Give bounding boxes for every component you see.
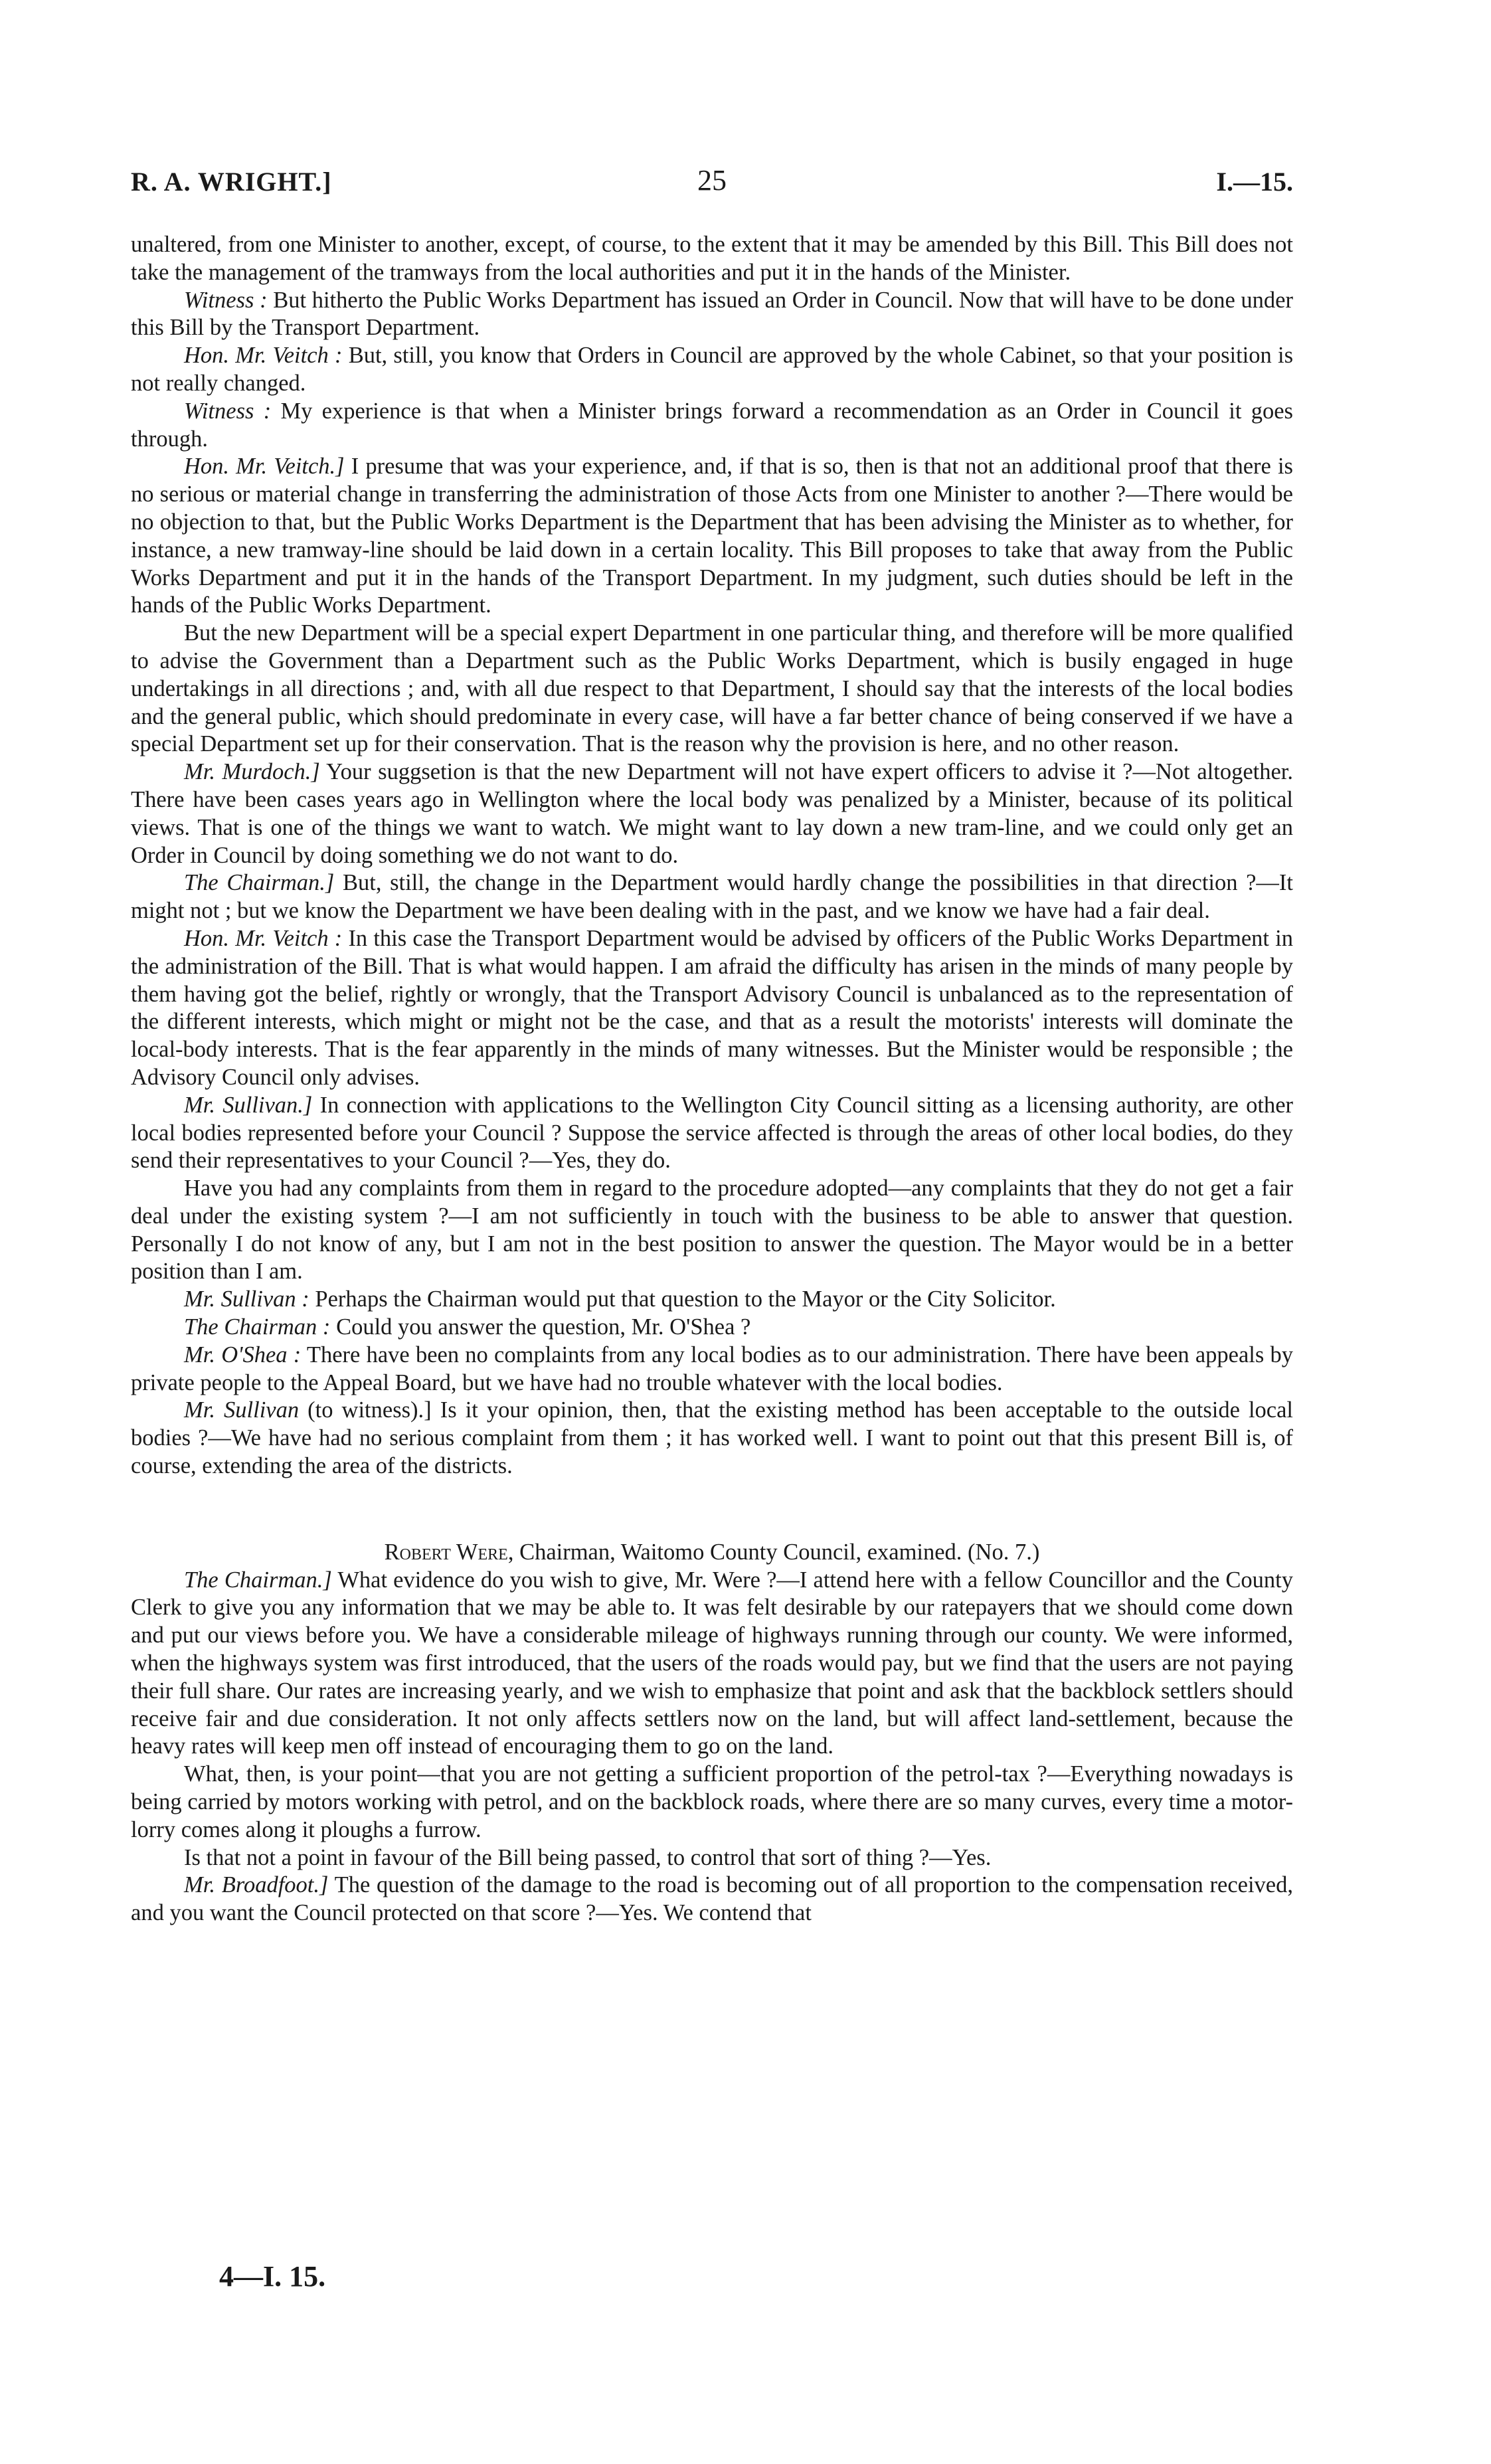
paragraph-text: My experience is that when a Minister brings forward a recommendation as an Order in Council it goes through. <box>131 398 1293 452</box>
paragraph-text: unaltered, from one Minister to another, except, of course, to the extent that it may be amended by this Bill. This Bill does not take the management of the tramways from the local authorities and put it in the hands of the Minister. <box>131 232 1293 285</box>
paragraph <box>131 1397 1293 1480</box>
paragraph <box>131 1872 1293 1927</box>
paragraph-text: In connection with applications to the Wellington City Council sitting as a licensing authority, are other local bodies represented before your Council ? Suppose the service affected is through the areas of other local bodies, do they send their representatives to your Council ?—Yes, they do. <box>131 1092 1293 1174</box>
speaker-label: The Chairman.] <box>184 870 335 896</box>
paragraph <box>131 1342 1293 1397</box>
paragraph-text: But, still, the change in the Department would hardly change the possibilities in that direction ?—It might not ; but we know the Department we have been dealing with in the past, and we know we have had a fair deal. <box>131 870 1293 924</box>
paragraph <box>131 1844 1293 1872</box>
header-left: R. A. WRIGHT.] <box>131 167 332 197</box>
testimony-part-2 <box>131 1567 1293 1927</box>
paragraph-text: Your suggsetion is that the new Department will not have expert officers to advise it ?—Not altogether. There have been cases years ago in Wellington where the local body was penalized by a Minister, because of its political views. That is one of the things we want to watch. We might want to lay down a new tram-line, and we could only get an Order in Council by doing something we do not want to do. <box>131 759 1293 868</box>
paragraph <box>131 398 1293 454</box>
paragraph-text: There have been no complaints from any local bodies as to our administration. There have been appeals by private people to the Appeal Board, but we have had no trouble whatever with the local bodies. <box>131 1342 1294 1395</box>
speaker-label: The Chairman.] <box>184 1567 332 1593</box>
paragraph <box>131 1567 1293 1761</box>
paragraph <box>131 1092 1293 1175</box>
running-header <box>131 166 1293 206</box>
paragraph <box>131 869 1293 925</box>
testimony-part-1 <box>131 231 1293 1480</box>
speaker-label: Hon. Mr. Veitch.] <box>184 454 345 480</box>
paragraph <box>131 453 1293 620</box>
speaker-label: Witness : <box>184 398 272 424</box>
paragraph <box>131 1314 1293 1342</box>
paragraph-text: What, then, is your point—that you are not getting a sufficient proportion of the petrol-tax ?—Everything nowadays is being carried by motors working with petrol, and on the backblock roads, where there are so many curves, every time a motor-lorry comes along it ploughs a furrow. <box>131 1761 1293 1842</box>
paragraph-text: The question of the damage to the road is becoming out of all proportion to the compensation received, and you want the Council protected on that score ?—Yes. We contend that <box>131 1872 1293 1926</box>
paragraph-text: Is that not a point in favour of the Bill being passed, to control that sort of thing ?—Yes. <box>184 1844 992 1870</box>
paragraph <box>131 925 1293 1092</box>
speaker-label: Mr. Murdoch.] <box>184 759 320 785</box>
header-right: I.—15. <box>1216 167 1293 197</box>
speaker-label: The Chairman : <box>184 1314 331 1340</box>
paragraph-text: Perhaps the Chairman would put that question to the Mayor or the City Solicitor. <box>309 1286 1056 1312</box>
speaker-label: Hon. Mr. Veitch : <box>184 343 343 369</box>
paragraph <box>131 231 1293 287</box>
speaker-label: Mr. Sullivan.] <box>184 1092 313 1118</box>
paragraph-text: Have you had any complaints from them in regard to the procedure adopted—any complaints that they do not get a fair deal under the existing system ?—I am not sufficiently in touch with the business to be able to answer that question. Personally I do not know of any, but I am not in the best position to answer the question. The Mayor would be in a better position than I am. <box>131 1176 1293 1284</box>
paragraph-text: Could you answer the question, Mr. O'Shea ? <box>330 1314 751 1340</box>
paragraph-text: I presume that was your experience, and, if that is so, then is that not an additional proof that there is no serious or material change in transferring the administration of those Acts from one Minister to another ?—There would be no objection to that, but the Public Works Department is the Department that has been advising the Minister as to whether, for instance, a new tramway-line should be laid down in a certain locality. This Bill proposes to take that away from the Public Works Department and put it in the hands of the Transport Department. In my judgment, such duties should be left in the hands of the Public Works Department. <box>131 454 1293 618</box>
paragraph <box>131 287 1293 343</box>
paragraph <box>131 620 1293 758</box>
page-number: 25 <box>697 164 727 197</box>
speaker-label: Hon. Mr. Veitch : <box>184 925 343 951</box>
speaker-label: Witness : <box>184 287 268 313</box>
speaker-label: Mr. Broadfoot.] <box>184 1872 329 1898</box>
speaker-label: Mr. Sullivan <box>184 1397 300 1423</box>
paragraph-text: (to witness).] Is it your opinion, then, that the existing method has been acceptable to the outside local bodies ?—We have had no serious complaint from them ; it has worked well. I want to point out that this present Bill is, of course, extending the area of the districts. <box>131 1397 1293 1479</box>
paragraph-text: What evidence do you wish to give, Mr. Were ?—I attend here with a fellow Councillor and the County Clerk to give you any information that we may be able to. It was felt desirable by our ratepayers that we should come down and put our views before you. We have a considerable mileage of highways running through our county. We were informed, when the highways system was first introduced, that the users of the roads would pay, but we find that the users are not paying their full share. Our rates are increasing yearly, and we wish to emphasize that point and ask that the backblock settlers should receive fair and due consideration. It not only affects settlers now on the land, but will affect land-settlement, because the heavy rates will keep men off instead of encouraging them to go on the land. <box>131 1567 1293 1759</box>
paragraph-text: But hitherto the Public Works Department has issued an Order in Council. Now that will have to be done under this Bill by the Transport Department. <box>131 287 1293 341</box>
signature-mark: 4—I. 15. <box>219 2260 326 2293</box>
paragraph <box>131 1286 1293 1314</box>
paragraph <box>131 758 1293 869</box>
paragraph <box>131 1175 1293 1286</box>
speaker-label: Mr. O'Shea : <box>184 1342 302 1367</box>
witness-name: Robert Were <box>384 1539 508 1565</box>
paragraph <box>131 1761 1293 1844</box>
witness-role: , Chairman, Waitomo County Council, examined. (No. 7.) <box>507 1539 1040 1565</box>
body-text <box>131 231 1293 1927</box>
speaker-label: Mr. Sullivan : <box>184 1286 309 1312</box>
paragraph-text: But the new Department will be a special expert Department in one particular thing, and therefore will be more qualified to advise the Government than a Department such as the Public Works Department, which is busily engaged in huge undertakings in all directions ; and, with all due respect to that Department, I should say that the interests of the local bodies and the general public, which should predominate in every case, will have a far better chance of being conserved if we have a special Department set up for their conservation. That is the reason why the provision is here, and no other reason. <box>131 620 1293 757</box>
paragraph-text: In this case the Transport Department would be advised by officers of the Public Works Department in the administration of the Bill. That is what would happen. I am afraid the difficulty has arisen in the minds of many people by them having got the belief, rightly or wrongly, that the Transport Advisory Council is unbalanced as to the representation of the different interests, which might or might not be the case, and that as a result the motorists' interests will dominate the local-body interests. That is the fear apparently in the minds of many witnesses. But the Minister would be responsible ; the Advisory Council only advises. <box>131 925 1293 1090</box>
paragraph <box>131 342 1293 398</box>
paragraph-text: But, still, you know that Orders in Council are approved by the whole Cabinet, so that your position is not really changed. <box>131 343 1294 396</box>
section-heading <box>131 1539 1293 1567</box>
